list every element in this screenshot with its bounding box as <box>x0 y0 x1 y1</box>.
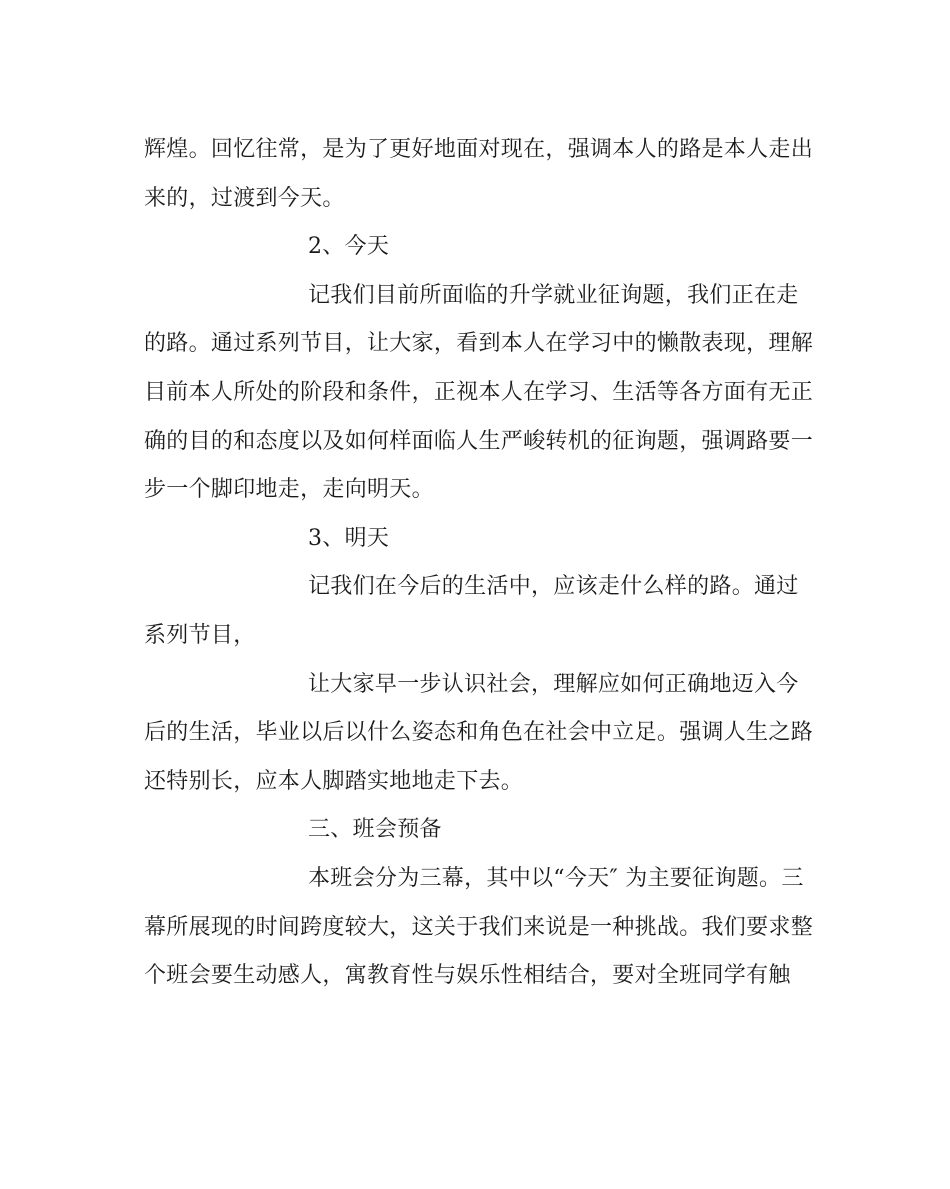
text-line: 让大家早一步认识社会，理解应如何正确地迈入今 <box>308 671 799 697</box>
section-heading-today: 2、今天 <box>308 234 390 260</box>
text-line: 记我们目前所面临的升学就业征询题，我们正在走 <box>308 282 799 308</box>
text-line: 系列节目， <box>144 622 256 648</box>
text-line: 目前本人所处的阶段和条件，正视本人在学习、生活等各方面有无正 <box>144 379 814 405</box>
text-line: 确的目的和态度以及如何样面临人生严峻转机的征询题，强调路要一 <box>144 428 814 454</box>
text-line: 的路。通过系列节目，让大家，看到本人在学习中的懒散表现，理解 <box>144 331 814 357</box>
document-body <box>144 126 814 1001</box>
text-line: 个班会要生动感人，寓教育性与娱乐性相结合，要对全班同学有触 <box>144 963 791 989</box>
text-line: 来的，过渡到今天。 <box>144 185 345 211</box>
text-line: 记我们在今后的生活中，应该走什么样的路。通过 <box>308 574 799 600</box>
section-heading-preparation: 三、班会预备 <box>308 817 442 843</box>
text-line: 后的生活，毕业以后以什么姿态和角色在社会中立足。强调人生之路 <box>144 720 814 746</box>
text-line: 还特别长，应本人脚踏实地地走下去。 <box>144 768 524 794</box>
section-heading-tomorrow: 3、明天 <box>308 525 390 551</box>
text-line: 辉煌。回忆往常，是为了更好地面对现在，强调本人的路是本人走出 <box>144 137 814 162</box>
text-line: 步一个脚印地走，走向明天。 <box>144 477 434 503</box>
text-line: 幕所展现的时间跨度较大，这关于我们来说是一种挑战。我们要求整 <box>144 914 814 940</box>
text-line: 本班会分为三幕，其中以“今天″ 为主要征询题。三 <box>308 865 804 891</box>
